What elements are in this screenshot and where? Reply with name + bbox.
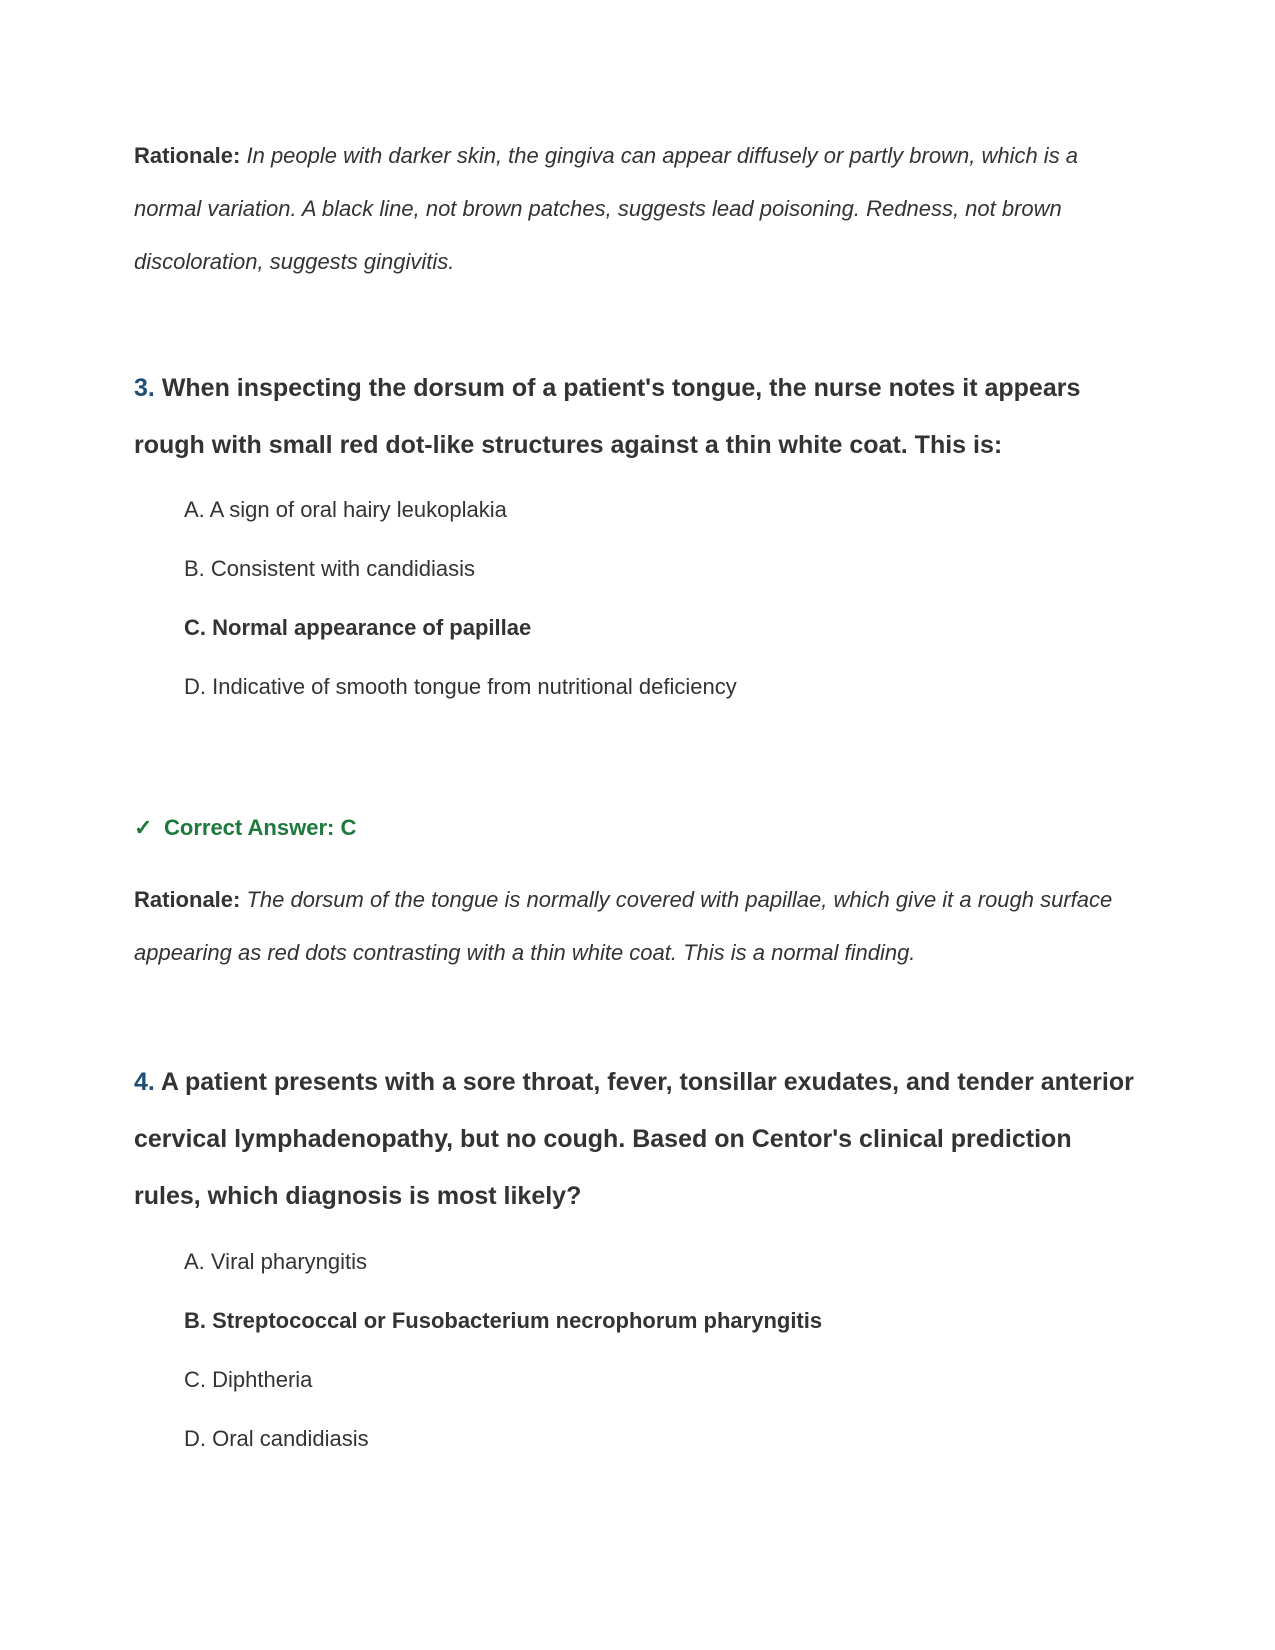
question-4 (134, 1054, 1144, 1225)
rationale-label: Rationale: (134, 887, 241, 912)
option-a: A. A sign of oral hairy leukoplakia (184, 497, 507, 522)
rationale-text: In people with darker skin, the gingiva can appear diffusely or partly brown, which is a normal variation. A black line, not brown patches, suggests lead poisoning. Redness, not brown discoloration, suggests gingivitis. (134, 143, 1079, 274)
question-text: A patient presents with a sore throat, fever, tonsillar exudates, and tender anterior cervical lymphadenopathy, but no cough. Based on Centor's clinical prediction rules, which diagnosis is most likely? (134, 1068, 1134, 1210)
option-a: A. Viral pharyngitis (184, 1249, 368, 1274)
question-text: When inspecting the dorsum of a patient's tongue, the nurse notes it appears rough with small red dot-like structures against a thin white coat. This is: (134, 374, 1081, 459)
option-b: B. Consistent with candidiasis (184, 556, 476, 581)
checkmark-icon: ✓ (134, 815, 153, 840)
question-4-options (184, 1250, 1144, 1486)
rationale-text: The dorsum of the tongue is normally covered with papillae, which give it a rough surface appearing as red dots contrasting with a thin white coat. This is a normal finding. (134, 887, 1113, 965)
question-number: 4. (134, 1068, 155, 1096)
question-number: 3. (134, 374, 155, 402)
option-c: C. Diphtheria (184, 1367, 313, 1392)
option-d: D. Indicative of smooth tongue from nutritional deficiency (184, 674, 737, 699)
correct-answer-text: Correct Answer: C (164, 815, 357, 840)
option-d: D. Oral candidiasis (184, 1426, 369, 1451)
rationale-q2 (134, 129, 1144, 288)
rationale-q3 (134, 873, 1144, 979)
option-c: C. Normal appearance of papillae (184, 615, 532, 640)
option-b: B. Streptococcal or Fusobacterium necrophorum pharyngitis (184, 1308, 823, 1333)
question-3-options (184, 498, 1144, 734)
rationale-label: Rationale: (134, 143, 241, 168)
question-3 (134, 360, 1144, 474)
correct-answer-q3 (134, 814, 356, 842)
